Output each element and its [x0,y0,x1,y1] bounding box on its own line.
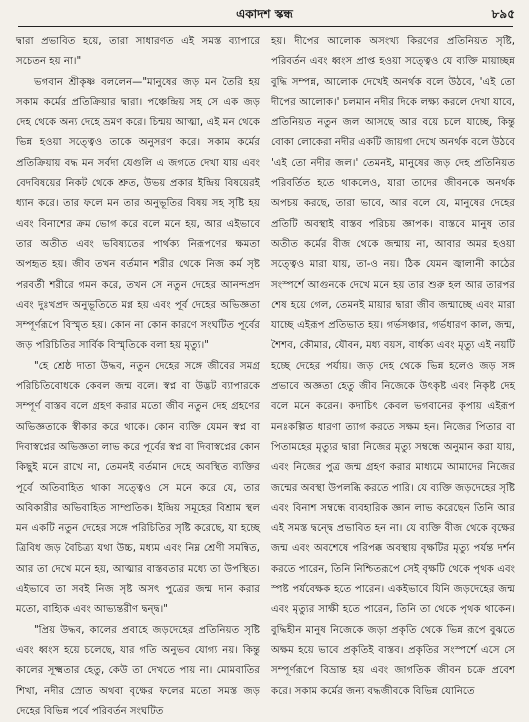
right-column [271,32,515,702]
running-title: একাদশ স্কন্ধ [236,7,293,21]
page-number: ৮৯৫ [491,7,515,21]
paragraph: "প্রিয় উদ্ধব, কালের প্রবাহে জড়দেহের প্রতিনিয়ত সৃষ্টি এবং ধ্বংস হয়ে চলেছে, যার গতি অনুভব যোগ্য নয়। কিন্তু কালের সূক্ষ্মতার হেতু, কেউ তা দেখতে পায় না। মোমবাতির শিখা, নদীর স্রোত অথবা বৃক্ষের ফলের মতো সমস্ত জড় দেহের বিভিন্ন পর্বে পরিবর্তন সংঘটিত [16,624,260,717]
paragraph: "হে শ্রেষ্ঠ দাতা উদ্ধব, নতুন দেহের সঙ্গে জীবের সমগ্র পরিচিতিবোধকে কেবল জন্ম বলে। স্বপ্ন বা উদ্ভট ব্যাপারকে সম্পূর্ণ বাস্তব বলে গ্রহণ করার মতো জীব নতুন দেহ গ্রহণের অভিজ্ঞতাকে স্বীকার করে থাকে। কোন ব্যক্তি যেমন স্বপ্ন বা দিবাস্বপ্নের অভিজ্ঞতা লাভ করে পূর্বের স্বপ্ন বা দিবাস্বপ্নের কোন কিছুই মনে রাখে না, তেমনই বর্তমান দেহে অবস্থিত ব্যক্তির পূর্বে অতিবাহিত থাকা সত্ত্বেও সে মনে করে যে, তার অবিকারীর অভিবাহিত সাম্প্রতিক। ইন্দ্রিয় সমূহের বিশ্রাম স্থল মন একটি নতুন দেহের সঙ্গে পরিচিতির সৃষ্টি করেছে, যা হচ্ছে ত্রিবিধ জড় বৈচিত্র্য যথা উচ্চ, মধ্যম এবং নিম্ন শ্রেণী সমন্বিত, আর তা দেখে মনে হয়, আত্মার বাস্তবতার মধ্যে তা উপস্থিত। এইভাবে তা সবই নিজ সৃষ্ট অসৎ পুত্রের জন্ম দান করার মতো, বাহ্যিক এবং আভ্যন্তরীণ দ্বন্দ্ব।" [16,360,260,616]
paragraph: হয়। দীপের আলোক অসংখ্য কিরণের প্রতিনিয়ত সৃষ্টি, পরিবর্তন এবং ধ্বংস প্রাপ্ত হওয়া সত্ত্বেও যে ব্যক্তি মায়াচ্ছন্ন বুদ্ধি সম্পন্ন, আলোক দেখেই অনর্থক বলে উঠবে, 'এই তো দীপের আলোক।' চলমান নদীর দিকে লক্ষ্য করলে দেখা যাবে, প্রতিনিয়ত নতুন জল আসছে আর বয়ে চলে যাচ্ছে, কিন্তু বোকা লোকেরা নদীর একটি জায়গা দেখে অনর্থক বলে উঠবে 'এই তো নদীর জল।' তেমনই, মানুষের জড় দেহ প্রতিনিয়ত পরিবর্তিত হতে থাকলেও, যারা তাদের জীবনকে অনর্থক অপচয় করছে, তারা ভাবে, আর বলে যে, মানুষের দেহের প্রতিটি অবস্থাই বাস্তব পরিচয় জ্ঞাপক। বাস্তবে মানুষ তার অতীত কর্মের বীজ থেকে জন্মায় না, আবার অমর হওয়া সত্ত্বেও মারা যায়, তা-ও নয়। ঠিক যেমন জ্বালানী কাঠের সংস্পর্শে আগুনকে দেখে মনে হয় তার শুরু হল আর তারপর শেষ হয়ে গেল, তেমনই মায়ার দ্বারা জীব জন্মাচ্ছে এবং মারা যাচ্ছে এইরূপ প্রতিভাত হয়। গর্ভসঞ্চার, গর্ভধারণ কাল, জন্ম, শৈশব, কৌমার, যৌবন, মধ্য বয়স, বার্ধক্য এবং মৃত্যু এই নয়টি হচ্ছে দেহের পর্যায়। জড় দেহ থেকে ভিন্ন হলেও জড় সঙ্গ প্রভাবে অজ্ঞতা হেতু জীব নিজেকে উৎকৃষ্ট এবং নিকৃষ্ট দেহ বলে মনে করেন। কদাচিৎ কেবল ভগবানের কৃপায় এইরূপ মনঃকল্পিত ধারণা ত্যাগ করতে সক্ষম হন। নিজের পিতার বা পিতামহের মৃত্যুর দ্বারা নিজের মৃত্যু সম্বন্ধে অনুমান করা যায়, এবং নিজের পুত্র জন্ম গ্রহণ করার মাধ্যমে আমাদের নিজের জন্মের অবস্থা উপলব্ধি করতে পারি। যে ব্যক্তি জড়দেহের সৃষ্টি এবং বিনাশ সম্বন্ধে ব্যবহারিক জ্ঞান লাভ করেছেন তিনি আর এই সমস্ত দ্বন্দ্বে প্রভাবিত হন না। যে ব্যক্তি বীজ থেকে বৃক্ষের জন্ম এবং অবশেষে পরিপক্ক অবস্থায় বৃক্ষটির মৃত্যু পর্যন্ত দর্শন করতে পারেন, তিনি নিশ্চিতরূপে সেই বৃক্ষটি থেকে পৃথক এবং স্পষ্ট পর্যবেক্ষক হতে পারেন। একইভাবে যিনি জড়দেহের জন্ম এবং মৃত্যুর সাক্ষী হতে পারেন, তিনি তা থেকে পৃথক থাকেন। বুদ্ধিহীন মানুষ নিজেকে জড়া প্রকৃতি থেকে ভিন্ন রূপে বুঝতে অক্ষম হয়ে ভাবে প্রকৃতিই বাস্তব। প্রকৃতির সংস্পর্শে এসে সে সম্পূর্ণরূপে বিভ্রান্ত হয় এবং জাগতিক জীবন চক্রে প্রবেশ করে। সকাম কর্মের জন্য বদ্ধজীবকে বিভিন্ন যোনিতে [271,36,515,697]
paragraph: ভগবান শ্রীকৃষ্ণ বললেন—"মানুষের জড় মন তৈরি হয় সকাম কর্মের প্রতিক্রিয়ার দ্বারা। পঞ্চেন্দ্রিয় সহ সে এক জড় দেহ থেকে অন্য দেহে ভ্রমণ করে। চিন্ময় আত্মা, এই মন থেকে ভিন্ন হওয়া সত্ত্বেও তাকে অনুসরণ করে। সকাম কর্মের প্রতিক্রিয়ায় বদ্ধ মন সর্বদা যেগুলি এ জগতে দেখা যায় এবং বেদবিষয়ের নিকট থেকে শ্রুত, উভয় প্রকার ইন্দ্রিয় বিষয়েরই ধ্যান করে। তার ফলে মন তার অনুভূতির বিষয় সহ সৃষ্টি হয় এবং বিনাশের ক্রম ভোগ করে বলে মনে হয়, আর এইভাবে তার অতীত এবং ভবিষ্যতের পার্থক্য নিরূপণের ক্ষমতা অপহৃত হয়। জীব তখন বর্তমান শরীর থেকে নিজ কর্ম সৃষ্ট পরবর্তী শরীরে গমন করে, তখন সে নতুন দেহের আনন্দপ্রদ এবং দুঃখপ্রদ অনুভূতিতে মগ্ন হয় এবং পূর্ব দেহের অভিজ্ঞতা সম্পূর্ণরূপে বিস্মৃত হয়। কোন না কোন কারণে সংঘটিত পূর্বের জড় পরিচিতির সার্বিক বিস্মৃতিকে বলা হয় মৃত্যু।" [16,76,260,352]
paragraph: দ্বারা প্রভাবিত হয়ে, তারা সাধারণত এই সমস্ত ব্যাপারে সচেতন হয় না।" [16,36,260,68]
header-rule [18,26,513,27]
page-header [0,4,529,26]
left-column [16,32,260,717]
